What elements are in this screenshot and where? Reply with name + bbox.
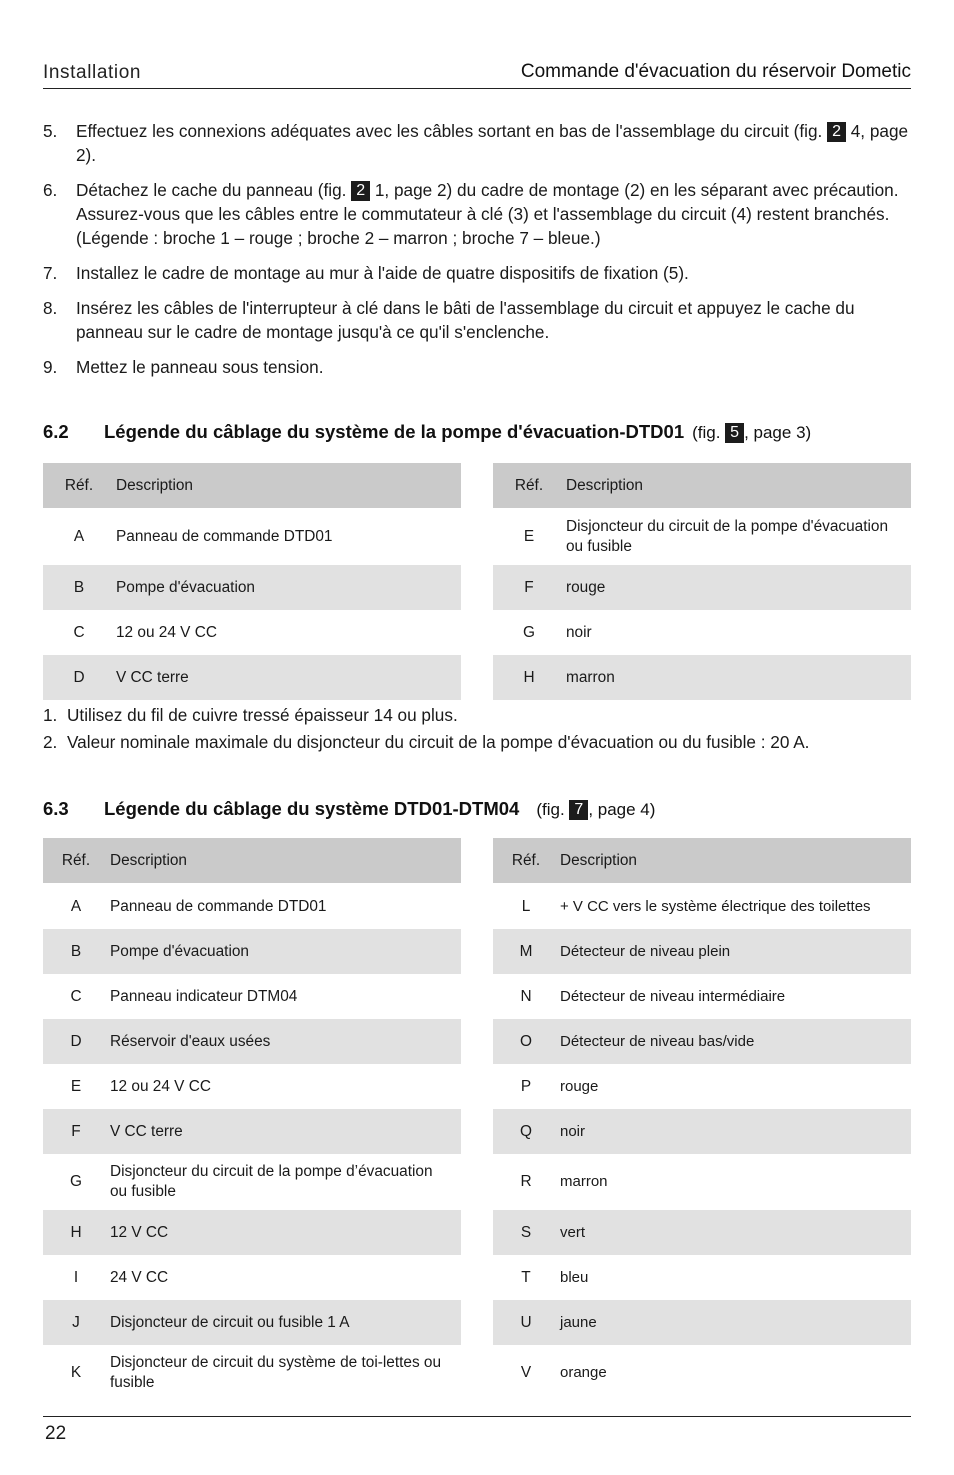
cell-description: Disjoncteur du circuit de la pompe d'évacuation ou fusible (566, 518, 889, 555)
cell-ref: B (43, 929, 109, 974)
step-number: 8. (43, 298, 58, 318)
cell-description: Panneau de commande DTD01 (110, 897, 327, 915)
cell-description: 12 ou 24 V CC (110, 1077, 211, 1095)
cell-description: Réservoir d'eaux usées (109, 1019, 461, 1064)
cell-ref: L (521, 897, 531, 915)
cell-description: 12 V CC (109, 1210, 461, 1255)
cell-ref: E (70, 1077, 82, 1095)
section-title: Légende du câblage du système DTD01-DTM04 (104, 798, 520, 819)
cell-description: Disjoncteur de circuit ou fusible 1 A (109, 1300, 461, 1345)
cell-description: V CC terre (115, 655, 461, 700)
step-number: 5. (43, 121, 58, 141)
table-row (493, 1210, 911, 1255)
cell-description: Panneau de commande DTD01 (116, 528, 333, 545)
table-row (493, 884, 911, 930)
step-text: Insérez les câbles de l'interrupteur à clé dans le bâti de l'assemblage du circuit et appuyez le cache du panneau sur le cadre de montage jusqu'à ce qu'il s'enclenche. (76, 298, 855, 342)
column-header-description: Description (109, 838, 461, 884)
cell-ref: M (493, 929, 559, 974)
page-header (43, 58, 911, 89)
cell-description: orange (560, 1364, 607, 1381)
section-number: 6.2 (43, 421, 69, 442)
installation-steps (43, 119, 911, 390)
section-figure-ref (692, 423, 811, 442)
note-text: Valeur nominale maximale du disjoncteur du circuit de la pompe d'évacuation ou du fusible : 20 A. (67, 732, 810, 752)
cell-ref: P (520, 1077, 532, 1095)
step-number: 9. (43, 357, 58, 377)
note-text: Utilisez du fil de cuivre tressé épaisseur 14 ou plus. (67, 705, 458, 725)
cell-description: Disjoncteur du circuit de la pompe d’évacuation ou fusible (110, 1163, 433, 1200)
cell-description: Détecteur de niveau bas/vide (559, 1019, 911, 1064)
figure-ref-prefix: (fig. (692, 423, 726, 442)
cell-description: marron (565, 655, 911, 700)
legend-table-6-2-right (493, 463, 911, 700)
note-item (43, 702, 923, 729)
step-item (43, 355, 911, 379)
table-row (493, 1064, 911, 1109)
cell-ref: F (43, 1109, 109, 1154)
cell-description: vert (559, 1210, 911, 1255)
table-row (43, 655, 461, 700)
table-row (43, 1210, 461, 1255)
table-row (43, 1255, 461, 1300)
note-item (43, 729, 923, 756)
table-header-row (493, 838, 911, 884)
section-6-2-heading (43, 421, 811, 443)
cell-ref: E (523, 528, 535, 545)
table-header-row (43, 838, 461, 884)
table-row (43, 1154, 461, 1210)
cell-ref: G (523, 623, 535, 641)
cell-ref: J (43, 1300, 109, 1345)
cell-description: V CC terre (109, 1109, 461, 1154)
cell-ref: A (70, 897, 82, 915)
step-text: 1, page 2) du cadre de montage (2) en les séparant avec précaution. Assurez-vous que les câbles entre le commutateur à clé (3) et l'assemblage du circuit (4) restent branchés. (Légende : broche 1 – rouge ; broche 2 – marron ; broche 7 – bleue.) (76, 180, 899, 248)
figure-ref-badge: 5 (725, 423, 744, 443)
cell-description: noir (559, 1109, 911, 1154)
cell-ref: C (70, 987, 82, 1005)
cell-ref: D (43, 1019, 109, 1064)
cell-ref: Q (493, 1109, 559, 1154)
table-row (43, 974, 461, 1019)
figure-ref-badge: 2 (351, 181, 370, 201)
figure-ref-suffix: , page 4) (588, 800, 656, 819)
cell-ref: H (493, 655, 565, 700)
table-row (43, 1064, 461, 1109)
cell-ref: O (493, 1019, 559, 1064)
column-header-ref: Réf. (493, 838, 559, 884)
cell-description: Pompe d'évacuation (109, 929, 461, 974)
step-item (43, 119, 911, 167)
table-row (493, 1154, 911, 1210)
cell-ref: V (520, 1364, 532, 1381)
table-header-row (43, 463, 461, 509)
table-row (493, 929, 911, 974)
table-row (493, 610, 911, 655)
table-row (43, 1300, 461, 1345)
header-document-title: Commande d'évacuation du réservoir Dometic (520, 61, 911, 82)
cell-ref: R (520, 1173, 532, 1190)
cell-ref: N (520, 987, 532, 1005)
step-text: Mettez le panneau sous tension. (76, 357, 324, 377)
column-header-ref: Réf. (493, 463, 565, 509)
table-row (493, 565, 911, 610)
cell-ref: C (73, 623, 85, 641)
figure-ref-prefix: (fig. (536, 800, 570, 819)
section-title: Légende du câblage du système de la pompe d'évacuation-DTD01 (104, 421, 685, 442)
section-figure-ref (536, 800, 655, 819)
cell-ref: B (43, 565, 115, 610)
table-row (493, 1300, 911, 1345)
cell-description: rouge (565, 565, 911, 610)
step-text: 4, page 2). (76, 121, 909, 165)
table-row (43, 1019, 461, 1064)
cell-ref: S (493, 1210, 559, 1255)
column-header-description: Description (115, 463, 461, 509)
step-number: 7. (43, 263, 58, 283)
cell-ref: I (73, 1268, 79, 1286)
legend-table-6-2-left (43, 463, 461, 700)
step-text: Détachez le cache du panneau (fig. (76, 180, 352, 200)
step-item (43, 296, 911, 344)
cell-description: Détecteur de niveau plein (559, 929, 911, 974)
section-6-3-heading (43, 798, 655, 820)
cell-description: Pompe d'évacuation (115, 565, 461, 610)
column-header-ref: Réf. (43, 463, 115, 509)
section-6-2-notes (43, 702, 923, 756)
table-row (43, 1109, 461, 1154)
cell-description: noir (566, 623, 592, 641)
cell-description: marron (560, 1173, 608, 1190)
step-item (43, 178, 911, 250)
figure-ref-badge: 7 (569, 800, 588, 820)
legend-table-6-3-left (43, 838, 461, 1401)
cell-description: jaune (559, 1300, 911, 1345)
cell-ref: U (493, 1300, 559, 1345)
note-number: 2. (43, 732, 58, 752)
note-number: 1. (43, 705, 58, 725)
table-row (43, 929, 461, 974)
cell-description: 12 ou 24 V CC (116, 623, 217, 641)
cell-ref: K (70, 1364, 82, 1381)
step-number: 6. (43, 180, 58, 200)
table-row (43, 509, 461, 566)
table-row (493, 509, 911, 566)
table-row (493, 1255, 911, 1300)
step-text: Installez le cadre de montage au mur à l'aide de quatre dispositifs de fixation (5). (76, 263, 689, 283)
section-number: 6.3 (43, 798, 69, 819)
table-row (493, 655, 911, 700)
cell-ref: T (521, 1268, 531, 1286)
step-text: Effectuez les connexions adéquates avec les câbles sortant en bas de l'assemblage du circuit (fig. (76, 121, 828, 141)
column-header-ref: Réf. (43, 838, 109, 884)
step-item (43, 261, 911, 285)
cell-ref: F (493, 565, 565, 610)
cell-description: Détecteur de niveau intermédiaire (560, 987, 786, 1005)
page-number: 22 (45, 1423, 67, 1444)
cell-description: + V CC vers le système électrique des toilettes (560, 897, 871, 915)
legend-table-6-3-right (493, 838, 911, 1401)
table-row (43, 565, 461, 610)
cell-ref: G (70, 1173, 82, 1190)
table-row (43, 610, 461, 655)
cell-description: 24 V CC (110, 1268, 169, 1286)
cell-ref: A (73, 528, 85, 545)
footer-divider (43, 1416, 911, 1417)
table-row (493, 1345, 911, 1401)
table-row (43, 884, 461, 930)
header-section-label: Installation (43, 62, 142, 83)
table-header-row (493, 463, 911, 509)
cell-ref: H (43, 1210, 109, 1255)
column-header-description: Description (565, 463, 911, 509)
cell-description: Disjoncteur de circuit du système de toi-lettes ou fusible (110, 1354, 442, 1391)
table-row (493, 1019, 911, 1064)
figure-ref-suffix: , page 3) (744, 423, 812, 442)
table-row (493, 974, 911, 1019)
figure-ref-badge: 2 (827, 122, 846, 142)
cell-ref: D (43, 655, 115, 700)
cell-description: Panneau indicateur DTM04 (110, 987, 298, 1005)
table-row (43, 1345, 461, 1401)
cell-description: rouge (560, 1077, 599, 1095)
table-row (493, 1109, 911, 1154)
column-header-description: Description (559, 838, 911, 884)
cell-description: bleu (560, 1268, 589, 1286)
